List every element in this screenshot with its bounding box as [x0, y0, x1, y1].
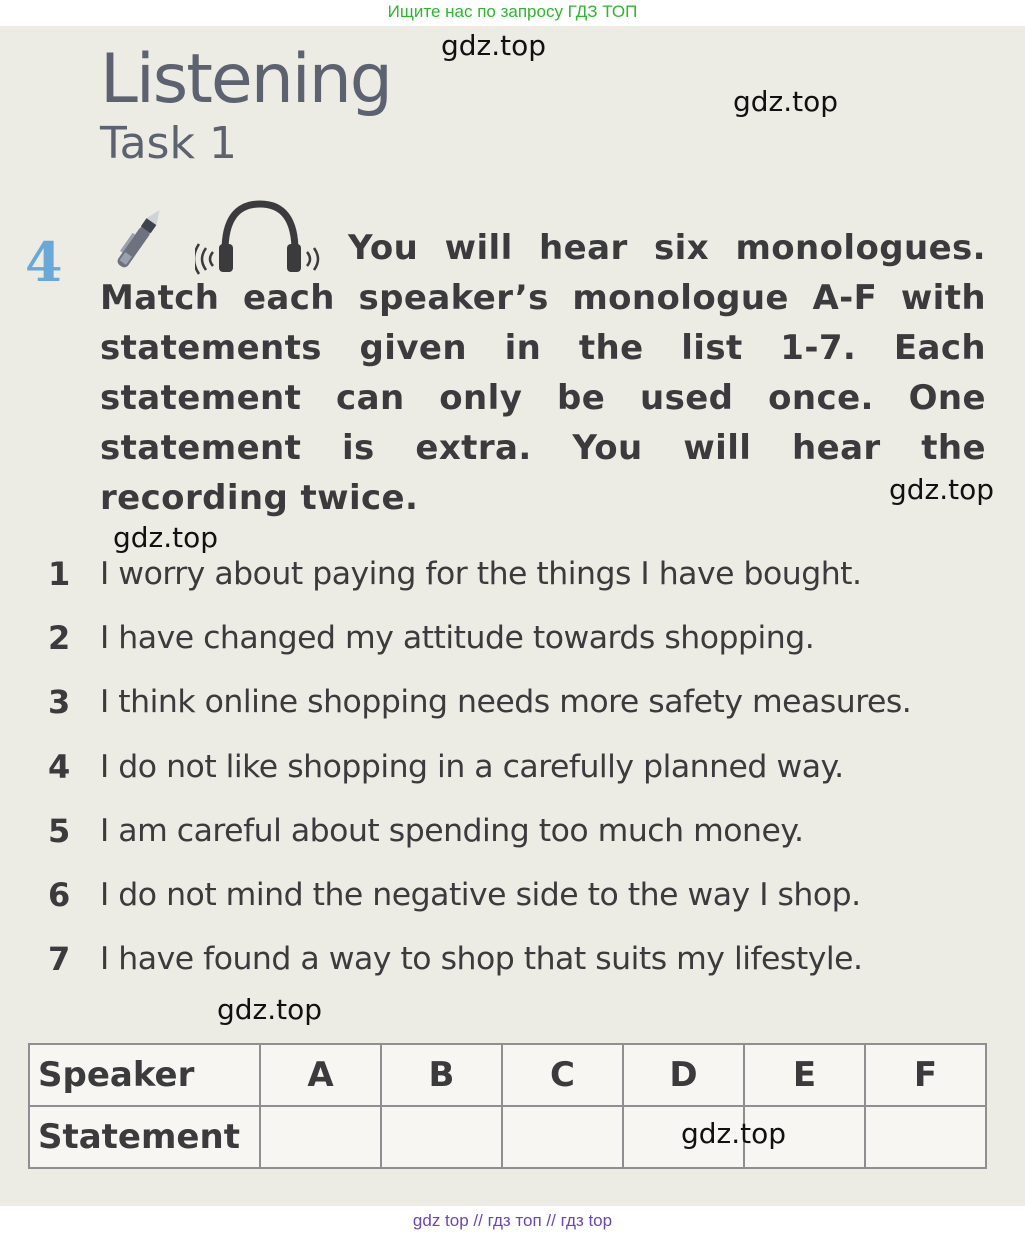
speaker-header-f: F — [865, 1044, 986, 1106]
list-item — [40, 608, 1000, 672]
list-item — [40, 929, 1000, 993]
statement-text: I have changed my attitude towards shopping. — [100, 620, 815, 657]
top-banner[interactable]: Ищите нас по запросу ГДЗ ТОП — [387, 2, 638, 21]
exercise-instructions — [100, 223, 986, 523]
textbook-page — [0, 26, 1025, 1206]
statement-row — [29, 1106, 986, 1168]
statement-number: 7 — [48, 940, 71, 979]
list-item — [40, 737, 1000, 801]
speaker-header-c: C — [502, 1044, 623, 1106]
statement-text: I do not like shopping in a carefully planned way. — [100, 748, 844, 785]
answer-cell-a[interactable] — [260, 1106, 381, 1168]
statement-number: 3 — [48, 683, 71, 722]
speaker-header-b: B — [381, 1044, 502, 1106]
statement-text: I think online shopping needs more safety measures. — [100, 684, 912, 721]
watermark: gdz.top — [217, 993, 323, 1026]
statement-text: I do not mind the negative side to the way I shop. — [100, 876, 861, 913]
list-item — [40, 672, 1000, 736]
statement-number: 4 — [48, 747, 71, 786]
statement-number: 2 — [48, 619, 71, 658]
answer-cell-f[interactable] — [865, 1106, 986, 1168]
watermark: gdz.top — [733, 85, 839, 118]
instructions-text: You will hear six monologues. Match each speaker’s monologue A-F with statements given in the list 1-7. Each statement can only be used once. One statement is extra. You will hear the recording twice. — [100, 228, 986, 518]
watermark: gdz.top — [889, 473, 995, 506]
page-title: Listening — [100, 40, 391, 119]
answer-cell-c[interactable] — [502, 1106, 623, 1168]
watermark: gdz.top — [681, 1117, 787, 1150]
answer-cell-b[interactable] — [381, 1106, 502, 1168]
statement-number: 5 — [48, 811, 71, 850]
statement-number: 6 — [48, 875, 71, 914]
statement-label: Statement — [29, 1106, 260, 1168]
icon-spacer — [100, 249, 348, 259]
watermark: gdz.top — [113, 521, 219, 554]
list-item — [40, 865, 1000, 929]
speaker-header-a: A — [260, 1044, 381, 1106]
bottom-banner[interactable]: gdz top // гдз топ // гдз top — [412, 1211, 613, 1230]
statement-number: 1 — [48, 555, 71, 593]
statement-text: I worry about paying for the things I have bought. — [100, 556, 862, 592]
statement-text: I am careful about spending too much money. — [100, 812, 804, 849]
answer-table — [28, 1043, 987, 1169]
statement-list — [40, 544, 1000, 993]
speaker-label: Speaker — [29, 1044, 260, 1106]
watermark: gdz.top — [441, 29, 547, 62]
statement-text: I have found a way to shop that suits my lifestyle. — [100, 941, 863, 978]
list-item — [40, 801, 1000, 865]
speaker-row — [29, 1044, 986, 1106]
task-subtitle: Task 1 — [100, 118, 237, 169]
speaker-header-d: D — [623, 1044, 744, 1106]
exercise-number: 4 — [25, 230, 63, 294]
speaker-header-e: E — [744, 1044, 865, 1106]
